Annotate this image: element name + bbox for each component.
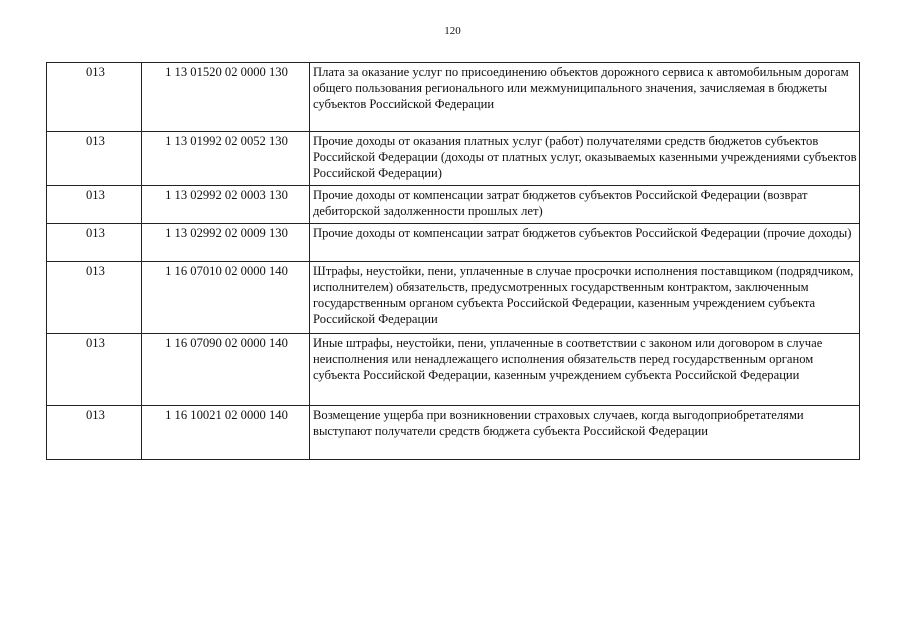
description-cell: Возмещение ущерба при возникновении страховых случаев, когда выгодоприобретателями выступают получатели средств бюджета субъекта Российской Федерации	[310, 406, 860, 460]
description-cell: Прочие доходы от оказания платных услуг (работ) получателями средств бюджетов субъектов Российской Федерации (доходы от платных услуг, оказываемых казенными учреждениями субъектов Российской Федерации)	[310, 132, 860, 186]
budget-code-cell: 1 13 01520 02 0000 130	[142, 63, 310, 132]
budget-code-cell: 1 13 02992 02 0003 130	[142, 186, 310, 224]
description-cell: Штрафы, неустойки, пени, уплаченные в случае просрочки исполнения поставщиком (подрядчиком, исполнителем) обязательств, предусмотренных государственным контрактом, заключенным государственным органом субъекта Российской Федерации, казенным учреждением субъекта Российской Федерации	[310, 262, 860, 334]
table-row	[47, 406, 860, 460]
table-row	[47, 224, 860, 262]
description-cell: Плата за оказание услуг по присоединению объектов дорожного сервиса к автомобильным дорогам общего пользования регионального или межмуниципального значения, зачисляемая в бюджеты субъектов Российской Федерации	[310, 63, 860, 132]
budget-code-cell: 1 16 10021 02 0000 140	[142, 406, 310, 460]
description-cell: Иные штрафы, неустойки, пени, уплаченные в соответствии с законом или договором в случае неисполнения или ненадлежащего исполнения обязательств перед государственным органом субъекта Российской Федерации, казенным учреждением субъекта Российской Федерации	[310, 334, 860, 406]
admin-code-cell: 013	[47, 132, 142, 186]
admin-code-cell: 013	[47, 186, 142, 224]
budget-code-cell: 1 13 01992 02 0052 130	[142, 132, 310, 186]
description-cell: Прочие доходы от компенсации затрат бюджетов субъектов Российской Федерации (возврат дебиторской задолженности прошлых лет)	[310, 186, 860, 224]
table-row	[47, 63, 860, 132]
page-number: 120	[444, 25, 461, 37]
table-row	[47, 262, 860, 334]
budget-code-cell: 1 16 07090 02 0000 140	[142, 334, 310, 406]
admin-code-cell: 013	[47, 224, 142, 262]
admin-code-cell: 013	[47, 334, 142, 406]
admin-code-cell: 013	[47, 262, 142, 334]
admin-code-cell: 013	[47, 406, 142, 460]
admin-code-cell: 013	[47, 63, 142, 132]
budget-code-cell: 1 16 07010 02 0000 140	[142, 262, 310, 334]
table-row	[47, 132, 860, 186]
budget-code-cell: 1 13 02992 02 0009 130	[142, 224, 310, 262]
table-row	[47, 334, 860, 406]
table-row	[47, 186, 860, 224]
description-cell: Прочие доходы от компенсации затрат бюджетов субъектов Российской Федерации (прочие доходы)	[310, 224, 860, 262]
revenue-codes-table	[46, 62, 860, 460]
